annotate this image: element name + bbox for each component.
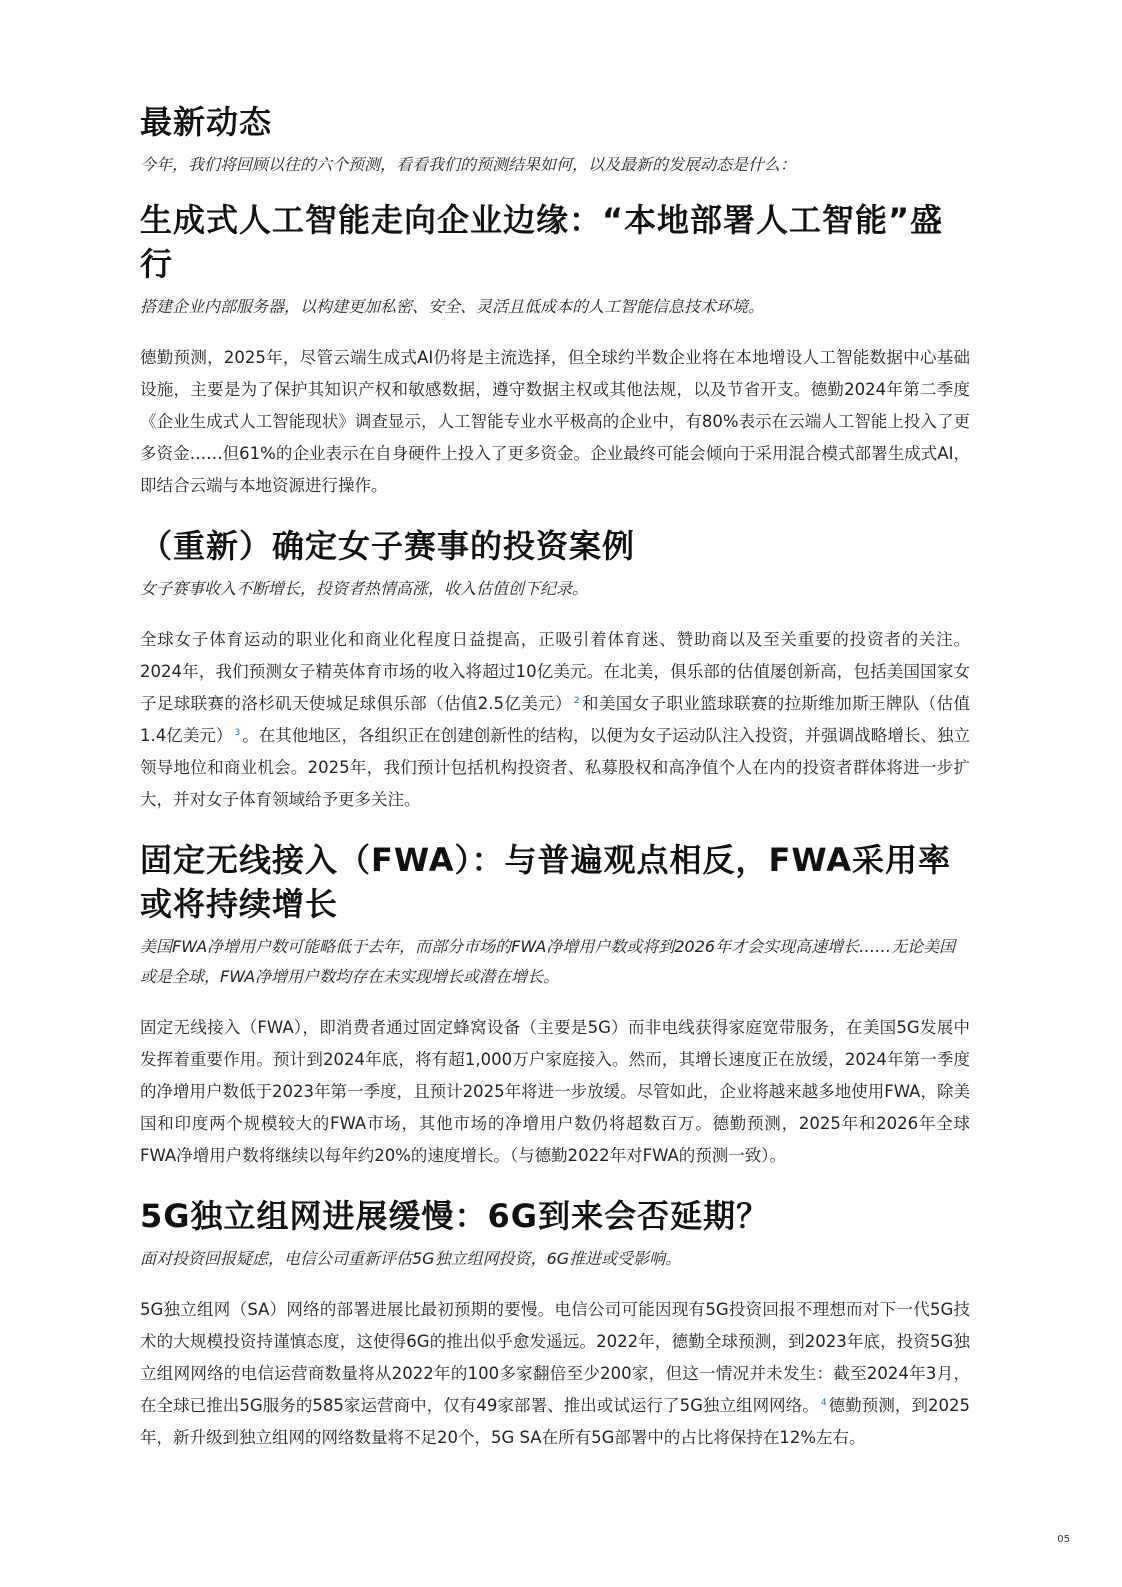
section-lead-fwa: 美国FWA净增用户数可能略低于去年，而部分市场的FWA净增用户数或将到2026年才会实现高速增长……无论美国或是全球，FWA净增用户数均存在未实现增长或潜在增长。 — [140, 937, 956, 986]
body-text-part-b: 和美国女子职业篮球联赛的拉斯维加斯王牌队（估值1.4亿美元） — [140, 694, 970, 745]
page-content — [140, 100, 970, 1454]
section-body-fwa: 固定无线接入（FWA），即消费者通过固定蜂窝设备（主要是5G）而非电线获得家庭宽带服务，在美国5G发展中发挥着重要作用。预计到2024年底，将有超1,000万户家庭接入。然而，其增长速度正在放缓，2024年第一季度的净增用户数低于2023年第一季度，且预计2025年将进一步放缓。尽管如此，企业将越来越多地使用FWA，除美国和印度两个规模较大的FWA市场，其他市场的净增用户数仍将超数百万。德勤预测，2025年和2026年全球FWA净增用户数将继续以每年约20%的速度增长。（与德勤2022年对FWA的预测一致）。 — [140, 1018, 970, 1165]
section-body-5g-sa — [140, 1294, 970, 1454]
footnote-ref-4[interactable]: 4 — [820, 1397, 827, 1408]
section-title-latest: 最新动态 — [140, 103, 273, 141]
section-body-womens-sports — [140, 624, 970, 816]
footnote-ref-3[interactable]: 3 — [234, 727, 241, 738]
section-lead-womens-sports: 女子赛事收入不断增长，投资者热情高涨，收入估值创下纪录。 — [140, 579, 589, 598]
section-title-fwa: 固定无线接入（FWA）：与普遍观点相反，FWA采用率或将持续增长 — [140, 841, 951, 923]
section-title-genai: 生成式人工智能走向企业边缘：“本地部署人工智能”盛行 — [140, 201, 944, 283]
section-body-genai: 德勤预测，2025年，尽管云端生成式AI仍将是主流选择，但全球约半数企业将在本地增设人工智能数据中心基础设施，主要是为了保护其知识产权和敏感数据，遵守数据主权或其他法规，以及节省开支。德勤2024年第二季度《企业生成式人工智能现状》调查显示，人工智能专业水平极高的企业中，有80%表示在云端人工智能上投入了更多资金……但61%的企业表示在自身硬件上投入了更多资金。企业最终可能会倾向于采用混合模式部署生成式AI，即结合云端与本地资源进行操作。 — [140, 348, 970, 495]
footnote-ref-2[interactable]: 2 — [573, 695, 580, 706]
body-text-part-b: 德勤预测，到2025年，新升级到独立组网的网络数量将不足20个，5G SA在所有5G部署中的占比将保持在12%左右。 — [140, 1396, 970, 1447]
page-number: 05 — [1057, 1534, 1070, 1545]
section-lead-latest: 今年，我们将回顾以往的六个预测，看看我们的预测结果如何，以及最新的发展动态是什么： — [140, 155, 797, 174]
body-text-part-c: 。在其他地区，各组织正在创建创新性的结构，以便为女子运动队注入投资，并强调战略增长、独立领导地位和商业机会。2025年，我们预计包括机构投资者、私募股权和高净值个人在内的投资者群体将进一步扩大，并对女子体育领域给予更多关注。 — [140, 726, 970, 809]
section-title-womens-sports: （重新）确定女子赛事的投资案例 — [140, 527, 636, 565]
body-text-part-a: 全球女子体育运动的职业化和商业化程度日益提高，正吸引着体育迷、赞助商以及至关重要的投资者的关注。2024年，我们预测女子精英体育市场的收入将超过10亿美元。在北美，俱乐部的估值屡创新高，包括美国国家女子足球联赛的洛杉矶天使城足球俱乐部（估值2.5亿美元） — [140, 630, 970, 713]
body-text-part-a: 5G独立组网（SA）网络的部署进展比最初预期的要慢。电信公司可能因现有5G投资回报不理想而对下一代5G技术的大规模投资持谨慎态度，这使得6G的推出似乎愈发遥远。2022年，德勤全球预测，到2023年底，投资5G独立组网网络的电信运营商数量将从2022年的100多家翻倍至少200家，但这一情况并未发生：截至2024年3月，在全球已推出5G服务的585家运营商中，仅有49家部署、推出或试运行了5G独立组网网络。 — [140, 1300, 970, 1415]
section-lead-5g-sa: 面对投资回报疑虑，电信公司重新评估5G独立组网投资，6G推进或受影响。 — [140, 1249, 682, 1268]
section-lead-genai: 搭建企业内部服务器，以构建更加私密、安全、灵活且低成本的人工智能信息技术环境。 — [140, 297, 765, 316]
section-title-5g-sa: 5G独立组网进展缓慢：6G到来会否延期？ — [140, 1197, 770, 1235]
